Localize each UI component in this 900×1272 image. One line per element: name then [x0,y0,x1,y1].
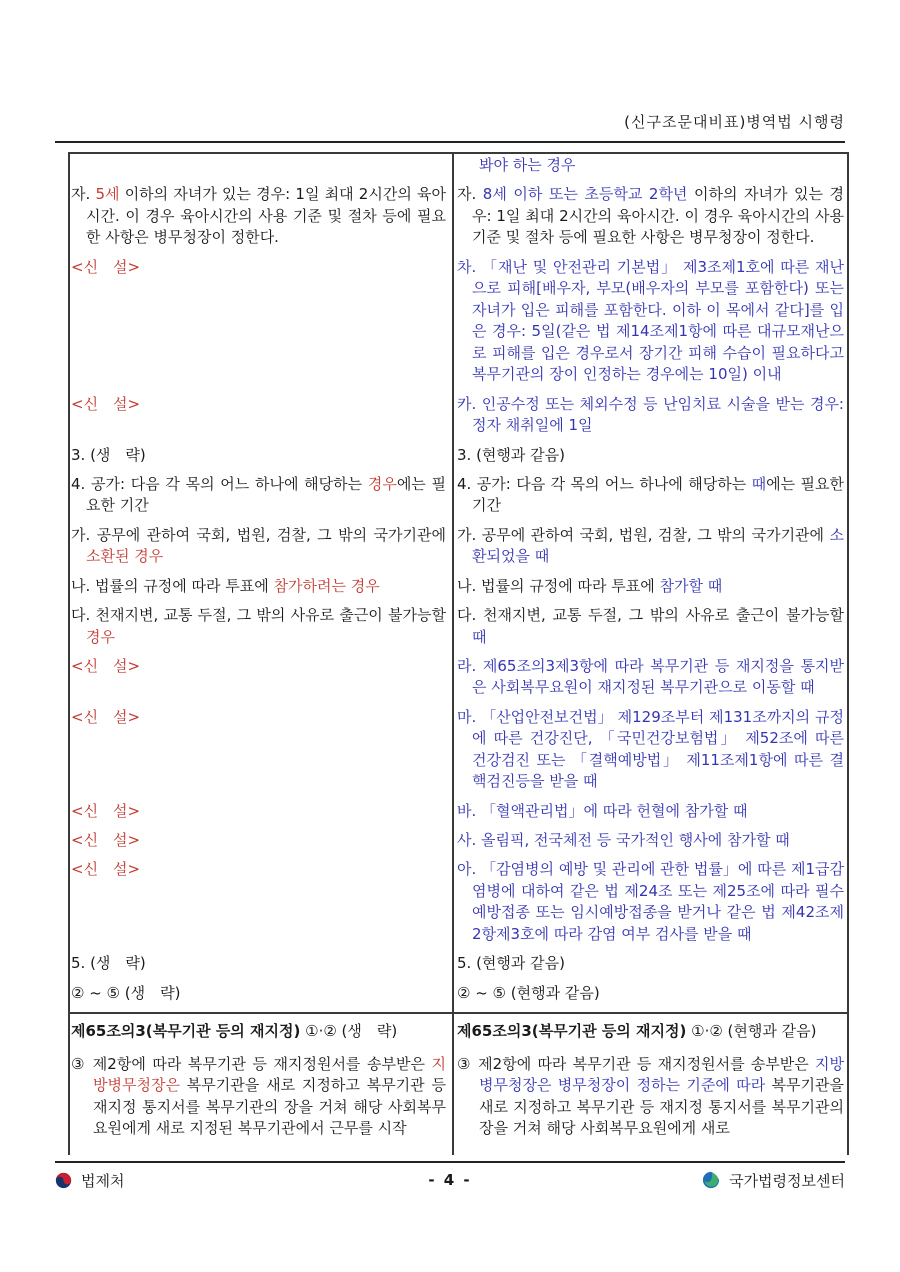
provision-text: <신 설> [71,831,141,849]
compare-cell-left [68,707,452,733]
provision-text: 마. 「산업안전보건법」 제129조부터 제131조까지의 규정에 따른 건강진단, 「국민건강보험법」 제52조에 따른 건강검진 또는 「결핵예방법」 제11조제1항에 따른 결핵검진등을 받을 때 [457,707,844,791]
compare-cell-left [68,830,452,856]
compare-cell-left [68,394,452,420]
provision-text: ③ 제2항에 따라 복무기관 등 재지정원서를 송부받은 지방병무청장은 병무청장이 정하는 기준에 따라 복무기관을 새로 지정하고 복무기관 등 재지정 통지서를 복무기관의 장을 거쳐 해당 사회복무요원에게 새로 [457,1054,844,1137]
compare-cell-right [452,525,848,572]
compare-cell-right [452,859,848,949]
provision-text: 봐야 하는 경우 [479,156,576,174]
provision-text: 4. 공가: 다음 각 목의 어느 하나에 해당하는 경우에는 필요한 기간 [71,474,446,515]
compare-cell-right [452,830,848,856]
compare-cell-right [452,445,848,471]
provision-text: 자. 8세 이하 또는 초등학교 2학년 이하의 자녀가 있는 경우: 1일 최대 2시간의 육아시간. 이 경우 육아시간의 사용 기준 및 절차 등에 필요한 사항은 병무청장이 정한다. [457,185,844,247]
compare-cell-left [68,953,452,979]
compare-cell-left [68,656,452,682]
comparison-table-section-amendments [68,152,848,1012]
footer-left-label: 법제처 [81,1171,125,1190]
provision-text: 라. 제65조의3제3항에 따라 복무기관 등 재지정을 통지받은 사회복무요원이 재지정된 복무기관으로 이동할 때 [457,656,844,697]
provision-text: <신 설> [71,707,141,726]
law-info-center-logo-icon [702,1171,720,1189]
compare-cell-left [68,1021,452,1151]
compare-cell-right [452,656,848,703]
moleg-taegeuk-logo-icon [55,1172,72,1189]
compare-cell-right [452,257,848,390]
compare-cell-right [452,184,848,253]
provision-text: 다. 천재지변, 교통 두절, 그 밖의 사유로 출근이 불가능할 때 [457,606,844,646]
provision-text: 나. 법률의 규정에 따라 투표에 참가하려는 경우 [71,576,380,595]
provision-text: ② ~ ⑤ (현행과 같음) [457,983,600,1002]
compare-cell-left [68,576,452,602]
provision-text: 차. 「재난 및 안전관리 기본법」 제3조제1호에 따른 재난으로 피해[배우자, 부모(배우자의 부모를 포함한다) 또는 자녀가 입은 피해를 포함한다. 이하 이 목에서 같다]를 입은 경우: 5일(같은 법 제14조제1항에 따른 대규모재난으로 피해를 입은 경우로서 장기간 피해 수습이 필요하다고 복무기관의 장이 인정하는 경우에는 10일) 이내 [457,257,844,384]
provision-text: 5. (생 략) [71,954,146,973]
provision-text: 가. 공무에 관하여 국회, 법원, 검찰, 그 밖의 국가기관에 소환된 경우 [71,525,446,566]
compare-cell-right [452,474,848,521]
footer-rule [55,1161,845,1163]
provision-text: 3. (현행과 같음) [457,445,566,464]
footer-right [702,1170,845,1191]
compare-cell-right [452,605,848,652]
provision-text: 4. 공가: 다음 각 목의 어느 하나에 해당하는 때에는 필요한 기간 [457,474,845,515]
provision-text: 아. 「감염병의 예방 및 관리에 관한 법률」에 따른 제1급감염병에 대하여 같은 법 제24조 또는 제25조에 따라 필수예방접종 또는 임시예방접종을 받거나 같은 법 제42조제2항제3호에 따라 감염 여부 검사를 받을 때 [457,860,844,943]
compare-cell-right [452,576,848,602]
compare-cell-left [68,445,452,471]
provision-text: <신 설> [71,257,141,276]
provision-text: 바. 「혈액관리법」에 따라 헌혈에 참가할 때 [457,801,748,820]
provision-text: <신 설> [71,656,141,675]
compare-cell-right [452,953,848,979]
compare-cell-left [68,983,452,1009]
compare-cell-right [452,801,848,827]
comparison-table-section-article-65-3 [68,1014,848,1155]
page-number: - 4 - [428,1171,472,1189]
provision-text: 카. 인공수정 또는 체외수정 등 난임치료 시술을 받는 경우: 정자 채취일에 1일 [457,394,844,435]
compare-cell-left [68,474,452,521]
compare-cell-left [68,801,452,827]
compare-cell-right [452,707,848,797]
compare-cell-left [68,257,452,283]
provision-text: ② ~ ⑤ (생 략) [71,983,181,1002]
provision-text: 3. (생 략) [71,445,146,464]
compare-cell-left [68,155,452,156]
document-header-title: (신구조문대비표)병역법 시행령 [624,113,845,131]
footer-right-label: 국가법령정보센터 [729,1171,845,1190]
page-footer [55,1165,845,1195]
provision-text: <신 설> [71,801,141,820]
provision-text: 가. 공무에 관하여 국회, 법원, 검찰, 그 밖의 국가기관에 소환되었을 때 [457,525,844,566]
footer-left [55,1170,124,1191]
compare-cell-right [452,155,848,181]
provision-text: ③ 제2항에 따라 복무기관 등 재지정원서를 송부받은 지방병무청장은 복무기관을 새로 지정하고 복무기관 등 재지정 통지서를 복무기관의 장을 거쳐 해당 사회복무요원에게 새로 지정된 복무기관에서 근무를 시작 [71,1054,446,1137]
compare-cell-right [452,983,848,1009]
compare-cell-left [68,605,452,652]
provision-text: <신 설> [71,394,141,413]
provision-text: 제65조의3(복무기관 등의 재지정) ①·② (현행과 같음) [457,1022,817,1040]
provision-text: 5. (현행과 같음) [457,954,566,973]
compare-cell-left [68,525,452,572]
provision-text: 자. 5세 이하의 자녀가 있는 경우: 1일 최대 2시간의 육아시간. 이 경우 육아시간의 사용 기준 및 절차 등에 필요한 사항은 병무청장이 정한다. [71,185,446,247]
compare-cell-left [68,859,452,885]
provision-text: <신 설> [71,860,141,879]
compare-cell-left [68,184,452,253]
compare-cell-right [452,394,848,441]
provision-text: 사. 올림픽, 전국체전 등 국가적인 행사에 참가할 때 [457,831,790,849]
provision-text: 제65조의3(복무기관 등의 재지정) ①·② (생 략) [71,1022,398,1040]
provision-text: 다. 천재지변, 교통 두절, 그 밖의 사유로 출근이 불가능할 경우 [71,606,446,646]
provision-text: 나. 법률의 규정에 따라 투표에 참가할 때 [457,576,723,595]
header-rule [55,141,845,143]
compare-cell-right [452,1021,848,1151]
